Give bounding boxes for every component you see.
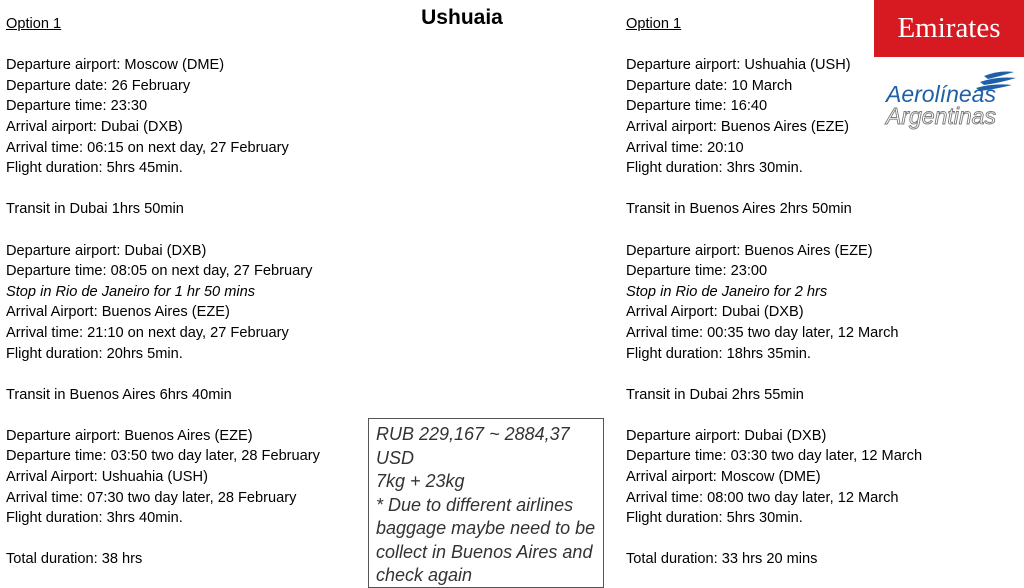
- outbound-line: Transit in Dubai 1hrs 50min: [6, 201, 184, 218]
- page-title: Ushuaia: [421, 6, 503, 29]
- outbound-line: Flight duration: 20hrs 5min.: [6, 345, 183, 362]
- outbound-line: Departure time: 03:50 two day later, 28 February: [6, 448, 320, 465]
- outbound-line: Arrival time: 21:10 on next day, 27 February: [6, 324, 289, 341]
- outbound-line: Departure airport: Moscow (DME): [6, 57, 225, 74]
- return-line: [626, 529, 886, 550]
- outbound-line: Departure date: 26 February: [6, 77, 191, 94]
- return-itinerary: [626, 14, 923, 570]
- return-line: Option 1: [626, 16, 682, 32]
- outbound-line: [6, 35, 366, 56]
- return-line: [626, 364, 886, 385]
- outbound-line: Departure time: 08:05 on next day, 27 February: [6, 263, 313, 280]
- outbound-line: Departure airport: Buenos Aires (EZE): [6, 427, 253, 444]
- outbound-line: Departure airport: Dubai (DXB): [6, 242, 207, 259]
- return-line: Departure airport: Dubai (DXB): [626, 427, 827, 444]
- return-line: Flight duration: 5hrs 30min.: [626, 510, 803, 527]
- outbound-line: Arrival time: 07:30 two day later, 28 February: [6, 489, 297, 506]
- return-line: [626, 405, 886, 426]
- return-line: [626, 35, 886, 56]
- outbound-line: Arrival time: 06:15 on next day, 27 February: [6, 139, 289, 156]
- return-line: Departure time: 16:40: [626, 98, 768, 115]
- return-line: Arrival time: 08:00 two day later, 12 March: [626, 489, 899, 506]
- return-line: [626, 179, 886, 200]
- outbound-line: Flight duration: 3hrs 40min.: [6, 510, 183, 527]
- outbound-line: Flight duration: 5hrs 45min.: [6, 160, 183, 177]
- return-line: Departure date: 10 March: [626, 77, 793, 94]
- return-line: Total duration: 33 hrs 20 mins: [626, 551, 818, 568]
- outbound-line: Total duration: 38 hrs: [6, 551, 143, 568]
- outbound-line: Arrival Airport: Buenos Aires (EZE): [6, 304, 230, 321]
- outbound-line: Transit in Buenos Aires 6hrs 40min: [6, 386, 232, 403]
- baggage-text: 7kg + 23kg: [376, 471, 465, 491]
- aerolineas-logo-line1: Aerolíneas: [886, 81, 996, 107]
- return-line: Arrival time: 20:10: [626, 139, 744, 156]
- return-line: Arrival airport: Buenos Aires (EZE): [626, 118, 850, 135]
- outbound-itinerary: [6, 14, 366, 570]
- emirates-logo: [874, 0, 1024, 57]
- emirates-logo-text: Emirates: [897, 12, 1001, 44]
- return-line: Departure time: 03:30 two day later, 12 March: [626, 448, 923, 465]
- outbound-line: Arrival airport: Dubai (DXB): [6, 118, 183, 135]
- aerolineas-argentinas-logo: [884, 68, 1024, 130]
- outbound-line: [6, 364, 366, 385]
- return-line: [626, 220, 886, 241]
- outbound-line: Departure time: 23:30: [6, 98, 148, 115]
- return-line: Transit in Dubai 2hrs 55min: [626, 386, 804, 403]
- return-line: Arrival airport: Moscow (DME): [626, 469, 821, 486]
- outbound-line: [6, 529, 366, 550]
- return-line: Departure airport: Buenos Aires (EZE): [626, 242, 873, 259]
- price-text: RUB 229,167 ~ 2884,37 USD: [376, 424, 570, 468]
- price-box: [368, 418, 604, 588]
- return-line: Transit in Buenos Aires 2hrs 50min: [626, 201, 852, 218]
- outbound-line: [6, 220, 366, 241]
- aerolineas-logo-line2: Argentinas: [886, 103, 996, 129]
- return-line: Departure airport: Ushuahia (USH): [626, 57, 851, 74]
- baggage-note: * Due to different airlines baggage maybe need to be collect in Buenos Aires and check again: [376, 494, 596, 585]
- return-line: Flight duration: 3hrs 30min.: [626, 160, 803, 177]
- return-line: Arrival Airport: Dubai (DXB): [626, 304, 804, 321]
- return-line: Stop in Rio de Janeiro for 2 hrs: [626, 283, 828, 300]
- outbound-line: Arrival Airport: Ushuahia (USH): [6, 469, 208, 486]
- return-line: Arrival time: 00:35 two day later, 12 March: [626, 324, 899, 341]
- return-line: Flight duration: 18hrs 35min.: [626, 345, 811, 362]
- outbound-line: Stop in Rio de Janeiro for 1 hr 50 mins: [6, 283, 256, 300]
- outbound-line: [6, 405, 366, 426]
- outbound-line: [6, 179, 366, 200]
- return-line: Departure time: 23:00: [626, 263, 768, 280]
- outbound-line: Option 1: [6, 16, 62, 32]
